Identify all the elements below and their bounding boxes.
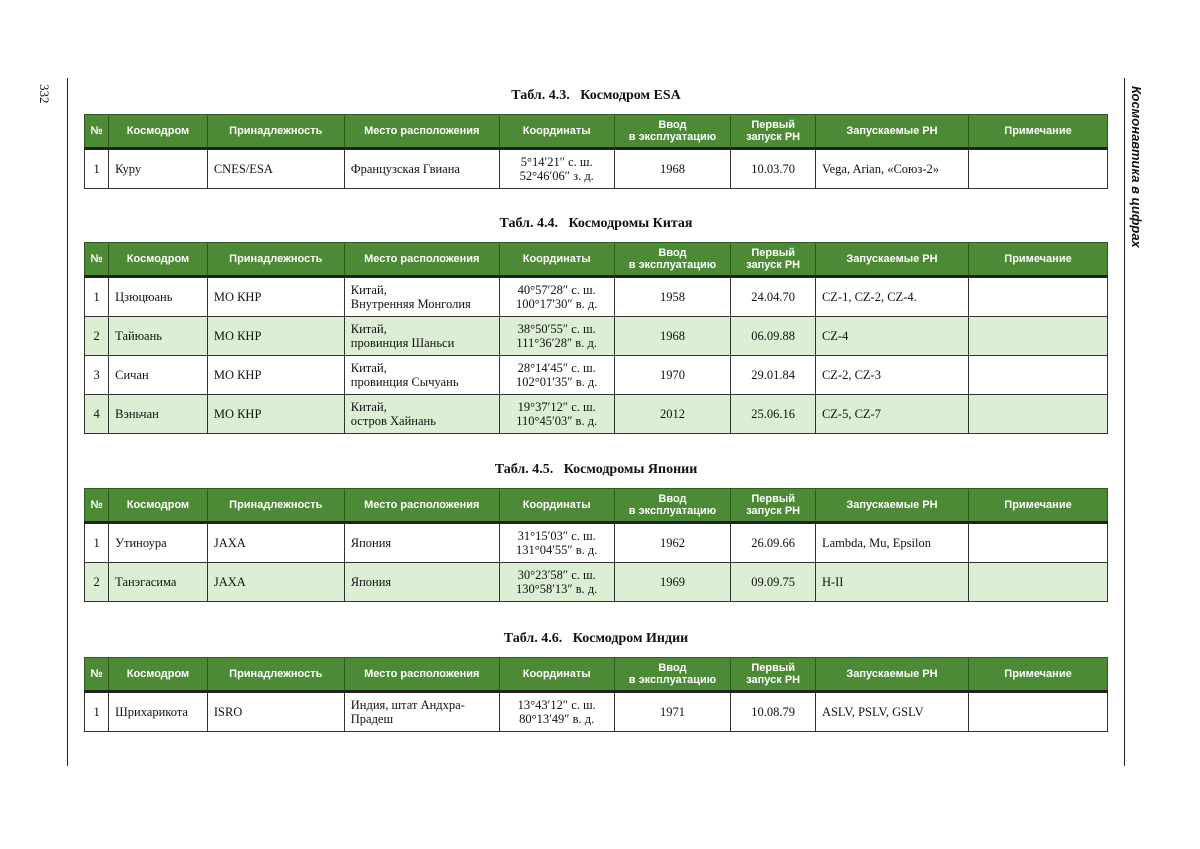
table-caption: Табл. 4.4. Космодромы Китая bbox=[499, 216, 693, 231]
cell-launch-vehicles: Lambda, Mu, Epsilon bbox=[815, 523, 968, 563]
cell-cosmodrome: Тайюань bbox=[109, 317, 208, 356]
cosmodrome-table bbox=[84, 488, 1108, 602]
column-header: Координаты bbox=[499, 489, 614, 523]
column-header: Запускаемые РН bbox=[815, 658, 968, 692]
page-number: 332 bbox=[37, 84, 52, 104]
cell-commissioning-year: 1970 bbox=[614, 356, 731, 395]
cell-first-launch: 29.01.84 bbox=[731, 356, 816, 395]
table-row bbox=[85, 563, 1108, 602]
cell-first-launch: 06.09.88 bbox=[731, 317, 816, 356]
cell-commissioning-year: 1962 bbox=[614, 523, 731, 563]
cell-location: Китай, остров Хайнань bbox=[344, 395, 499, 434]
table-row bbox=[85, 356, 1108, 395]
column-header: Принадлежность bbox=[207, 115, 344, 149]
cell-coordinates: 5°14′21″ с. ш. 52°46′06″ з. д. bbox=[499, 149, 614, 189]
column-header: Принадлежность bbox=[207, 658, 344, 692]
cell-coordinates: 38°50′55″ с. ш. 111°36′28″ в. д. bbox=[499, 317, 614, 356]
table-caption: Табл. 4.3. Космодром ESA bbox=[511, 88, 681, 103]
column-header: Принадлежность bbox=[207, 489, 344, 523]
cell-note bbox=[969, 317, 1108, 356]
table-header-row bbox=[85, 243, 1108, 277]
cell-note bbox=[969, 356, 1108, 395]
cell-launch-vehicles: CZ-2, CZ-3 bbox=[815, 356, 968, 395]
column-header: Космодром bbox=[109, 243, 208, 277]
column-header: Ввод в эксплуатацию bbox=[614, 489, 731, 523]
cell-owner: МО КНР bbox=[207, 317, 344, 356]
column-header: Первый запуск РН bbox=[731, 658, 816, 692]
cell-coordinates: 31°15′03″ с. ш. 131°04′55″ в. д. bbox=[499, 523, 614, 563]
cell-first-launch: 10.08.79 bbox=[731, 692, 816, 732]
column-header: № bbox=[85, 243, 109, 277]
column-header: Примечание bbox=[969, 243, 1108, 277]
cell-launch-vehicles: H-II bbox=[815, 563, 968, 602]
cell-cosmodrome: Вэньчан bbox=[109, 395, 208, 434]
cell-location: Китай, провинция Сычуань bbox=[344, 356, 499, 395]
cell-owner: JAXA bbox=[207, 523, 344, 563]
column-header: Примечание bbox=[969, 115, 1108, 149]
table-row bbox=[85, 692, 1108, 732]
cell-number: 1 bbox=[85, 692, 109, 732]
cell-number: 2 bbox=[85, 317, 109, 356]
cell-note bbox=[969, 395, 1108, 434]
cell-cosmodrome: Утиноура bbox=[109, 523, 208, 563]
table-row bbox=[85, 277, 1108, 317]
column-header: Принадлежность bbox=[207, 243, 344, 277]
column-header: Запускаемые РН bbox=[815, 489, 968, 523]
table-caption: Табл. 4.5. Космодромы Японии bbox=[494, 462, 698, 477]
column-header: Примечание bbox=[969, 489, 1108, 523]
cell-location: Китай, Внутренняя Монголия bbox=[344, 277, 499, 317]
table-row bbox=[85, 149, 1108, 189]
cell-number: 1 bbox=[85, 149, 109, 189]
column-header: Ввод в эксплуатацию bbox=[614, 115, 731, 149]
left-margin-rule bbox=[67, 78, 68, 766]
cell-cosmodrome: Куру bbox=[109, 149, 208, 189]
cell-first-launch: 26.09.66 bbox=[731, 523, 816, 563]
table-row bbox=[85, 395, 1108, 434]
cell-launch-vehicles: CZ-5, CZ-7 bbox=[815, 395, 968, 434]
cell-launch-vehicles: ASLV, PSLV, GSLV bbox=[815, 692, 968, 732]
cell-cosmodrome: Танэгасима bbox=[109, 563, 208, 602]
cell-first-launch: 25.06.16 bbox=[731, 395, 816, 434]
cell-note bbox=[969, 563, 1108, 602]
cell-commissioning-year: 1971 bbox=[614, 692, 731, 732]
column-header: Ввод в эксплуатацию bbox=[614, 658, 731, 692]
column-header: Координаты bbox=[499, 243, 614, 277]
cell-commissioning-year: 1958 bbox=[614, 277, 731, 317]
column-header: Место расположения bbox=[344, 115, 499, 149]
cosmodrome-table bbox=[84, 114, 1108, 189]
cell-coordinates: 13°43′12″ с. ш. 80°13′49″ в. д. bbox=[499, 692, 614, 732]
cell-note bbox=[969, 692, 1108, 732]
cell-number: 4 bbox=[85, 395, 109, 434]
cell-first-launch: 09.09.75 bbox=[731, 563, 816, 602]
column-header: Первый запуск РН bbox=[731, 489, 816, 523]
cell-note bbox=[969, 277, 1108, 317]
cell-first-launch: 24.04.70 bbox=[731, 277, 816, 317]
column-header: Ввод в эксплуатацию bbox=[614, 243, 731, 277]
table-header-row bbox=[85, 115, 1108, 149]
cell-launch-vehicles: Vega, Arian, «Союз-2» bbox=[815, 149, 968, 189]
cell-location: Французская Гвиана bbox=[344, 149, 499, 189]
column-header: Запускаемые РН bbox=[815, 115, 968, 149]
cell-cosmodrome: Шрихарикота bbox=[109, 692, 208, 732]
cell-owner: МО КНР bbox=[207, 277, 344, 317]
cell-coordinates: 19°37′12″ с. ш. 110°45′03″ в. д. bbox=[499, 395, 614, 434]
table-section bbox=[84, 631, 1108, 732]
cell-owner: МО КНР bbox=[207, 395, 344, 434]
cell-number: 3 bbox=[85, 356, 109, 395]
column-header: Место расположения bbox=[344, 658, 499, 692]
cell-note bbox=[969, 149, 1108, 189]
table-caption: Табл. 4.6. Космодром Индии bbox=[503, 631, 689, 646]
cell-owner: CNES/ESA bbox=[207, 149, 344, 189]
cell-location: Япония bbox=[344, 523, 499, 563]
table-section bbox=[84, 462, 1108, 602]
table-row bbox=[85, 523, 1108, 563]
column-header: № bbox=[85, 489, 109, 523]
column-header: № bbox=[85, 115, 109, 149]
column-header: Космодром bbox=[109, 115, 208, 149]
cell-cosmodrome: Цзюцюань bbox=[109, 277, 208, 317]
cell-note bbox=[969, 523, 1108, 563]
column-header: Место расположения bbox=[344, 489, 499, 523]
column-header: Примечание bbox=[969, 658, 1108, 692]
cell-location: Индия, штат Андхра- Прадеш bbox=[344, 692, 499, 732]
right-margin-rule bbox=[1124, 78, 1125, 766]
cell-coordinates: 28°14′45″ с. ш. 102°01′35″ в. д. bbox=[499, 356, 614, 395]
table-section bbox=[84, 216, 1108, 434]
cell-location: Китай, провинция Шаньси bbox=[344, 317, 499, 356]
cell-coordinates: 40°57′28″ с. ш. 100°17′30″ в. д. bbox=[499, 277, 614, 317]
column-header: Первый запуск РН bbox=[731, 115, 816, 149]
cosmodrome-table bbox=[84, 242, 1108, 434]
column-header: Первый запуск РН bbox=[731, 243, 816, 277]
cell-commissioning-year: 1968 bbox=[614, 317, 731, 356]
cell-location: Япония bbox=[344, 563, 499, 602]
cell-owner: ISRO bbox=[207, 692, 344, 732]
cell-number: 2 bbox=[85, 563, 109, 602]
column-header: Космодром bbox=[109, 489, 208, 523]
column-header: Координаты bbox=[499, 658, 614, 692]
cell-commissioning-year: 1968 bbox=[614, 149, 731, 189]
cell-coordinates: 30°23′58″ с. ш. 130°58′13″ в. д. bbox=[499, 563, 614, 602]
table-header-row bbox=[85, 489, 1108, 523]
cell-launch-vehicles: CZ-4 bbox=[815, 317, 968, 356]
cell-owner: JAXA bbox=[207, 563, 344, 602]
cosmodrome-table bbox=[84, 657, 1108, 732]
cell-launch-vehicles: CZ-1, CZ-2, CZ-4. bbox=[815, 277, 968, 317]
table-section bbox=[84, 88, 1108, 189]
column-header: № bbox=[85, 658, 109, 692]
cell-commissioning-year: 1969 bbox=[614, 563, 731, 602]
cell-first-launch: 10.03.70 bbox=[731, 149, 816, 189]
column-header: Космодром bbox=[109, 658, 208, 692]
table-header-row bbox=[85, 658, 1108, 692]
cell-cosmodrome: Сичан bbox=[109, 356, 208, 395]
cell-number: 1 bbox=[85, 277, 109, 317]
column-header: Запускаемые РН bbox=[815, 243, 968, 277]
cell-commissioning-year: 2012 bbox=[614, 395, 731, 434]
table-row bbox=[85, 317, 1108, 356]
cell-number: 1 bbox=[85, 523, 109, 563]
running-title: Космонавтика в цифрах bbox=[1129, 86, 1144, 248]
cell-owner: МО КНР bbox=[207, 356, 344, 395]
column-header: Место расположения bbox=[344, 243, 499, 277]
column-header: Координаты bbox=[499, 115, 614, 149]
